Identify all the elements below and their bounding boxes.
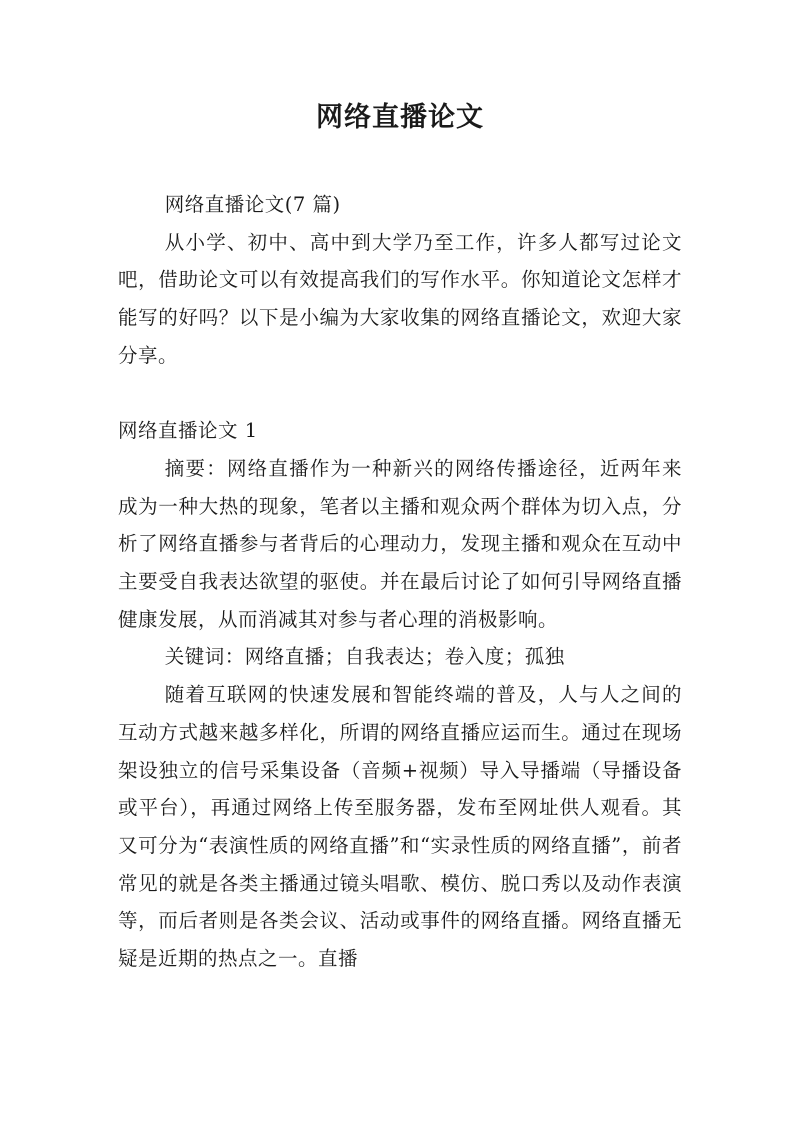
document-subtitle: 网络直播论文(7 篇) (164, 193, 341, 216)
document-title: 网络直播论文 (316, 102, 484, 133)
body-paragraph: 随着互联网的快速发展和智能终端的普及，人与人之间的互动方式越来越多样化，所谓的网络直播应运而生。通过在现场架设独立的信号采集设备（音频+视频）导入导播端（导播设备或平台），再通过网络上传至服务器，发布至网址供人观看。其又可分为“表演性质的网络直播”和“实录性质的网络直播”，前者常见的就是各类主播通过镜头唱歌、模仿、脱口秀以及动作表演等，而后者则是各类会议、活动或事件的网络直播。网络直播无疑是近期的热点之一。直播 (118, 683, 682, 971)
abstract-paragraph: 摘要：网络直播作为一种新兴的网络传播途径，近两年来成为一种大热的现象，笔者以主播和观众两个群体为切入点，分析了网络直播参与者背后的心理动力，发现主播和观众在互动中主要受自我表达欲望的驱使。并在最后讨论了如何引导网络直播健康发展，从而消减其对参与者心理的消极影响。 (118, 456, 682, 631)
keywords-paragraph: 关键词：网络直播；自我表达；卷入度；孤独 (164, 645, 565, 669)
intro-paragraph: 从小学、初中、高中到大学乃至工作，许多人都写过论文吧，借助论文可以有效提高我们的写作水平。你知道论文怎样才能写的好吗？以下是小编为大家收集的网络直播论文，欢迎大家分享。 (118, 230, 682, 367)
document-body (118, 186, 682, 978)
section-heading: 网络直播论文 1 (118, 419, 258, 443)
